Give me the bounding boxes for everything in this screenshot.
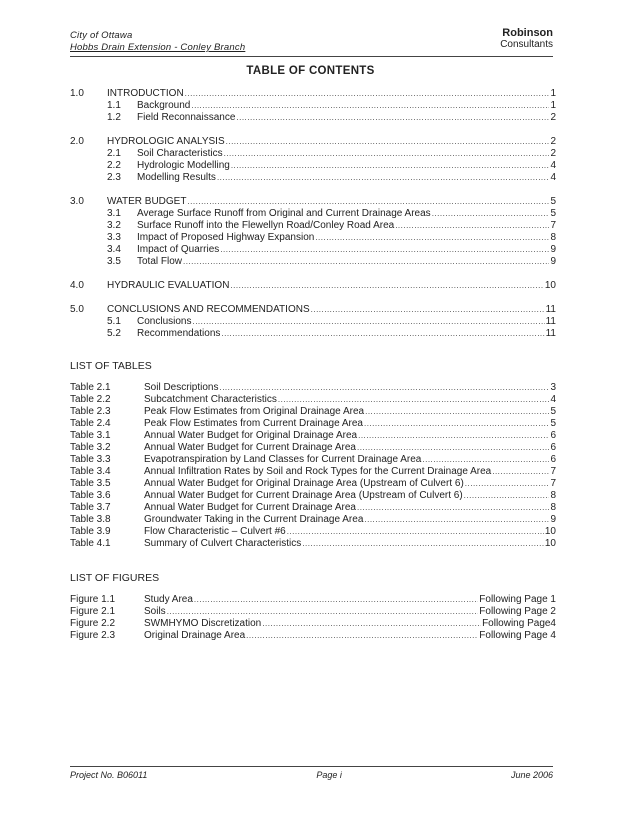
toc-subentry-title: Hydrologic Modelling (137, 160, 230, 171)
table-entry-title: Peak Flow Estimates from Original Drainage Area (144, 406, 365, 417)
toc-section (70, 88, 556, 124)
toc-subentry-page: 1 (550, 100, 556, 111)
toc-subentry (70, 160, 556, 172)
table-entry-page: 5 (550, 406, 556, 417)
list-of-tables-heading: LIST OF TABLES (70, 360, 152, 372)
dot-leader (364, 514, 549, 526)
table-entry-number: Table 3.5 (70, 478, 111, 489)
figure-entry (70, 618, 556, 630)
dot-leader (187, 196, 549, 208)
dot-leader (224, 148, 550, 160)
toc-subentry (70, 172, 556, 184)
page-title: TABLE OF CONTENTS (246, 65, 375, 77)
toc-subentry-page: 2 (550, 148, 556, 159)
toc-subentry-title: Impact of Proposed Highway Expansion (137, 232, 315, 243)
header-city: City of Ottawa (70, 30, 133, 41)
table-entry-title: Annual Water Budget for Current Drainage Area (144, 502, 356, 513)
dot-leader (357, 502, 549, 514)
toc-subentry-page: 9 (550, 256, 556, 267)
toc-subentry-title: Field Reconnaissance (137, 112, 236, 123)
figure-entry-number: Figure 2.2 (70, 618, 116, 629)
toc-subentry-number: 3.2 (107, 220, 121, 231)
toc-subentry-number: 3.3 (107, 232, 121, 243)
dot-leader (185, 88, 550, 100)
dot-leader (183, 256, 549, 268)
table-entry (70, 538, 556, 550)
table-entry (70, 526, 556, 538)
table-entry-title: Flow Characteristic – Culvert #6 (144, 526, 286, 537)
table-entry-number: Table 3.2 (70, 442, 111, 453)
toc-subentry (70, 256, 556, 268)
toc-subentry-title: Total Flow (137, 256, 183, 267)
table-entry-page: 4 (550, 394, 556, 405)
header-rule (70, 56, 553, 57)
table-entry-title: Annual Water Budget for Original Drainage Area (Upstream of Culvert 6) (144, 478, 464, 489)
footer-project-number: Project No. B06011 (70, 770, 148, 780)
toc-entry-page: 5 (550, 196, 556, 207)
page-footer (70, 770, 553, 780)
dot-leader (231, 160, 550, 172)
company-logo (500, 28, 553, 50)
table-entry-page: 6 (550, 442, 556, 453)
toc-subentry-number: 5.2 (107, 328, 121, 339)
toc-subentry (70, 148, 556, 160)
toc-subentry-number: 1.2 (107, 112, 121, 123)
toc-subentry-page: 8 (550, 232, 556, 243)
toc-entry-number: 1.0 (70, 88, 84, 99)
dot-leader (464, 490, 550, 502)
dot-leader (315, 232, 549, 244)
figure-entry-page: Following Page 2 (479, 606, 556, 617)
toc-entry-page: 1 (550, 88, 556, 99)
table-entry-title: Summary of Culvert Characteristics (144, 538, 302, 549)
toc-subentry-title: Soil Characteristics (137, 148, 223, 159)
dot-leader (262, 618, 481, 630)
dot-leader (432, 208, 550, 220)
toc-entry-number: 4.0 (70, 280, 84, 291)
table-entry-page: 7 (550, 478, 556, 489)
dot-leader (422, 454, 549, 466)
toc-subentry (70, 220, 556, 232)
toc-entry-page: 2 (550, 136, 556, 147)
dot-leader (167, 606, 479, 618)
toc-subentry-number: 3.1 (107, 208, 121, 219)
table-entry (70, 382, 556, 394)
toc-subentry-number: 1.1 (107, 100, 121, 111)
toc-subentry-page: 4 (550, 160, 556, 171)
table-entry-page: 8 (550, 502, 556, 513)
table-entry-title: Annual Water Budget for Original Drainage Area (144, 430, 358, 441)
dot-leader (191, 100, 549, 112)
table-of-contents (70, 88, 556, 642)
toc-subentry (70, 244, 556, 256)
table-entry-title: Evapotranspiration by Land Classes for Current Drainage Area (144, 454, 422, 465)
dot-leader (311, 304, 545, 316)
toc-entry-title: INTRODUCTION (107, 88, 184, 99)
figure-entry-number: Figure 1.1 (70, 594, 116, 605)
toc-subentry-number: 3.4 (107, 244, 121, 255)
table-entry-number: Table 2.2 (70, 394, 111, 405)
figure-entry-title: Soils (144, 606, 166, 617)
table-entry-number: Table 2.3 (70, 406, 111, 417)
figure-entry-page: Following Page4 (482, 618, 556, 629)
toc-entry-title: HYDRAULIC EVALUATION (107, 280, 230, 291)
toc-entry-title: CONCLUSIONS AND RECOMMENDATIONS (107, 304, 310, 315)
toc-entry-title: HYDROLOGIC ANALYSIS (107, 136, 225, 147)
dot-leader (226, 136, 550, 148)
toc-subentry-title: Modelling Results (137, 172, 216, 183)
toc-subentry-title: Surface Runoff into the Flewellyn Road/Conley Road Area (137, 220, 395, 231)
table-entry (70, 418, 556, 430)
dot-leader (302, 538, 544, 550)
table-entry-number: Table 4.1 (70, 538, 111, 549)
toc-subentry-page: 9 (550, 244, 556, 255)
toc-subentry-page: 11 (545, 328, 556, 339)
dot-leader (365, 406, 549, 418)
table-entry (70, 406, 556, 418)
toc-entry-number: 5.0 (70, 304, 84, 315)
table-entry-page: 7 (550, 466, 556, 477)
toc-subentry (70, 328, 556, 340)
table-entry-number: Table 2.4 (70, 418, 111, 429)
dot-leader (192, 316, 544, 328)
dot-leader (230, 280, 543, 292)
footer-rule (70, 766, 553, 767)
table-entry (70, 478, 556, 490)
table-entry-title: Peak Flow Estimates from Current Drainage Area (144, 418, 363, 429)
toc-subentry-title: Impact of Quarries (137, 244, 220, 255)
table-entry-page: 6 (550, 454, 556, 465)
figure-entry-page: Following Page 1 (479, 594, 556, 605)
table-entry (70, 442, 556, 454)
table-entry-page: 3 (550, 382, 556, 393)
dot-leader (236, 112, 549, 124)
table-entry-number: Table 3.4 (70, 466, 111, 477)
dot-leader (278, 394, 550, 406)
toc-subentry (70, 100, 556, 112)
table-entry-page: 10 (544, 526, 556, 537)
toc-subentry-number: 2.1 (107, 148, 121, 159)
toc-section (70, 280, 556, 292)
footer-date: June 2006 (510, 770, 553, 780)
figure-entry (70, 594, 556, 606)
figure-entry-title: Study Area (144, 594, 193, 605)
table-entry-number: Table 3.8 (70, 514, 111, 525)
figure-entry (70, 606, 556, 618)
toc-subentry-title: Background (137, 100, 191, 111)
toc-subentry-number: 2.3 (107, 172, 121, 183)
toc-entry (70, 88, 556, 100)
table-entry-page: 6 (550, 430, 556, 441)
header-left (70, 30, 245, 54)
figure-entry-number: Figure 2.1 (70, 606, 116, 617)
toc-subentry-page: 2 (550, 112, 556, 123)
dot-leader (246, 630, 478, 642)
table-entry-page: 8 (550, 490, 556, 501)
toc-section (70, 304, 556, 340)
table-entry-number: Table 3.7 (70, 502, 111, 513)
table-entry-number: Table 3.3 (70, 454, 111, 465)
dot-leader (217, 172, 550, 184)
table-entry (70, 466, 556, 478)
header-project: Hobbs Drain Extension - Conley Branch (70, 42, 246, 53)
table-entry-page: 9 (550, 514, 556, 525)
table-entry-number: Table 3.1 (70, 430, 111, 441)
table-entry-number: Table 3.9 (70, 526, 111, 537)
toc-subentry (70, 208, 556, 220)
table-entry-title: Annual Water Budget for Current Drainage Area (144, 442, 356, 453)
dot-leader (194, 594, 478, 606)
table-entry (70, 394, 556, 406)
dot-leader (364, 418, 549, 430)
toc-subentry-number: 5.1 (107, 316, 121, 327)
toc-entry-page: 10 (544, 280, 556, 291)
logo-line1: Robinson (502, 27, 553, 39)
toc-entry-page: 11 (545, 304, 556, 315)
toc-subentry (70, 232, 556, 244)
toc-entry (70, 280, 556, 292)
toc-entry-number: 3.0 (70, 196, 84, 207)
toc-subentry-title: Recommendations (137, 328, 221, 339)
dot-leader (287, 526, 544, 538)
dot-leader (395, 220, 549, 232)
table-entry-number: Table 3.6 (70, 490, 111, 501)
toc-subentry-title: Conclusions (137, 316, 192, 327)
dot-leader (358, 430, 549, 442)
table-entry-page: 5 (550, 418, 556, 429)
dot-leader (221, 328, 544, 340)
dot-leader (220, 244, 549, 256)
toc-entry-number: 2.0 (70, 136, 84, 147)
toc-subentry (70, 316, 556, 328)
toc-subentry-page: 4 (550, 172, 556, 183)
table-entry-title: Soil Descriptions (144, 382, 219, 393)
table-entry (70, 502, 556, 514)
dot-leader (219, 382, 549, 394)
toc-entry-title: WATER BUDGET (107, 196, 187, 207)
toc-subentry (70, 112, 556, 124)
table-entry (70, 430, 556, 442)
toc-subentry-page: 7 (550, 220, 556, 231)
toc-section (70, 196, 556, 268)
table-entry-title: Subcatchment Characteristics (144, 394, 277, 405)
figure-entry-title: Original Drainage Area (144, 630, 246, 641)
logo-line2: Consultants (500, 39, 553, 50)
toc-subentry-number: 2.2 (107, 160, 121, 171)
table-entry (70, 490, 556, 502)
table-entry-title: Annual Water Budget for Current Drainage Area (Upstream of Culvert 6) (144, 490, 463, 501)
table-entry-title: Annual Infiltration Rates by Soil and Rock Types for the Current Drainage Area (144, 466, 492, 477)
toc-subentry-title: Average Surface Runoff from Original and Current Drainage Areas (137, 208, 431, 219)
table-entry (70, 454, 556, 466)
figure-entry-page: Following Page 4 (479, 630, 556, 641)
toc-entry (70, 304, 556, 316)
toc-subentry-number: 3.5 (107, 256, 121, 267)
figure-entry (70, 630, 556, 642)
toc-entry (70, 136, 556, 148)
dot-leader (492, 466, 549, 478)
table-entry (70, 514, 556, 526)
table-entry-page: 10 (544, 538, 556, 549)
footer-page-number: Page i (316, 770, 342, 780)
toc-subentry-page: 11 (545, 316, 556, 327)
figure-entry-title: SWMHYMO Discretization (144, 618, 262, 629)
toc-entry (70, 196, 556, 208)
dot-leader (465, 478, 550, 490)
toc-subentry-page: 5 (550, 208, 556, 219)
dot-leader (357, 442, 549, 454)
toc-section (70, 136, 556, 184)
figure-entry-number: Figure 2.3 (70, 630, 116, 641)
table-entry-title: Groundwater Taking in the Current Drainage Area (144, 514, 364, 525)
table-entry-number: Table 2.1 (70, 382, 111, 393)
list-of-figures-heading: LIST OF FIGURES (70, 572, 160, 584)
